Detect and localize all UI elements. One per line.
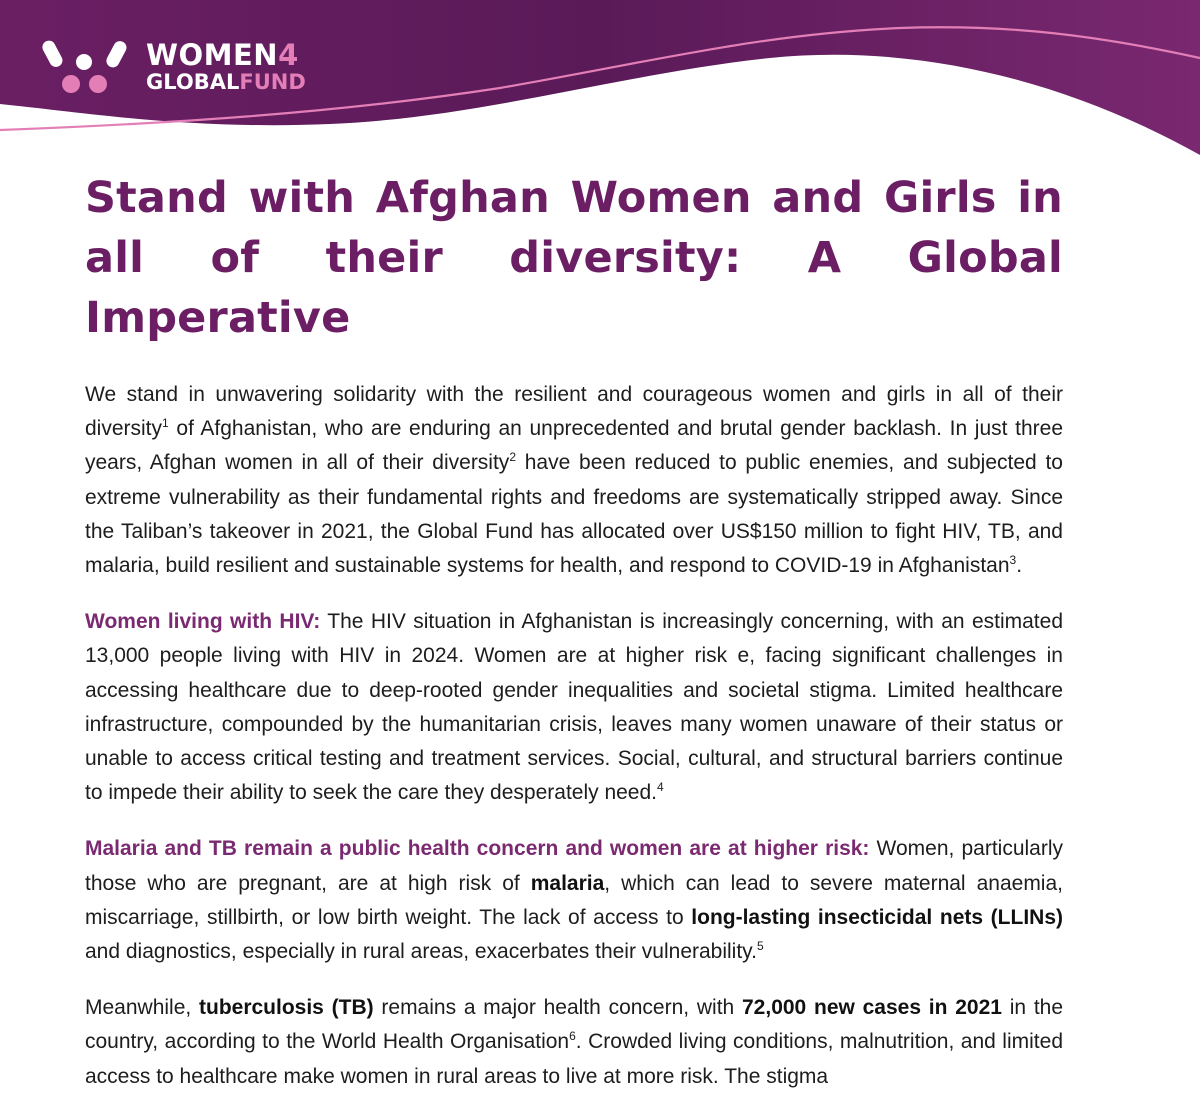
malaria-paragraph xyxy=(85,832,1063,969)
brand-word-women: WOMEN xyxy=(146,38,279,72)
footnote-ref-1: 1 xyxy=(162,416,169,431)
intro-paragraph xyxy=(85,378,1063,583)
document-body xyxy=(85,168,1063,1094)
intro-text-2: of Afghanistan, who are enduring an unprecedented and brutal gender backlash. In just three years, Afghan women in all of their diversity xyxy=(85,417,1063,475)
footnote-ref-5: 5 xyxy=(756,939,764,954)
brand-wordmark xyxy=(146,38,306,94)
tb-bold-term: tuberculosis (TB) xyxy=(199,996,374,1020)
hiv-paragraph xyxy=(85,605,1063,810)
women4globalfund-logo-icon xyxy=(40,36,136,102)
malaria-text-2: , which can lead to severe maternal anaemia, miscarriage, stillbirth, or low birth weight. The lack of access to xyxy=(85,871,1063,929)
tb-paragraph xyxy=(85,991,1063,1094)
brand-word-4: 4 xyxy=(278,38,299,72)
footnote-ref-2: 2 xyxy=(509,450,516,465)
intro-text-4: . xyxy=(1016,554,1023,578)
llins-bold-term: long-lasting insecticidal nets (LLINs) xyxy=(691,905,1064,929)
hiv-lead-heading: Women living with HIV: xyxy=(85,610,321,634)
document-title: Stand with Afghan Women and Girls in all of their diversity: A Global Imperative xyxy=(85,173,1063,343)
intro-text-1: We stand in unwavering solidarity with the resilient and courageous women and girls in all of their diversity xyxy=(85,383,1063,441)
malaria-lead-heading: Malaria and TB remain a public health concern and women are at higher risk: xyxy=(85,837,870,861)
footnote-ref-6: 6 xyxy=(569,1029,576,1044)
footnote-ref-3: 3 xyxy=(1009,553,1017,568)
tb-text-2: remains a major health concern, with xyxy=(373,996,742,1020)
malaria-text-1: Women, particularly those who are pregnant, are at high risk of xyxy=(85,837,1063,895)
brand-word-global: GLOBAL xyxy=(146,70,240,94)
hiv-text: The HIV situation in Afghanistan is increasingly concerning, with an estimated 13,000 people living with HIV in 2024. Women are at higher risk e, facing significant challenges in accessing healthcare due to deep-rooted gender inequalities and societal stigma. Limited healthcare infrastructure, compounded by the humanitarian crisis, leaves many women unaware of their status or unable to access critical testing and treatment services. Social, cultural, and structural barriers continue to impede their ability to seek the care they desperately need. xyxy=(85,610,1064,805)
tb-text-3: in the country, according to the World Health Organisation xyxy=(85,996,1064,1054)
tb-text-4: . Crowded living conditions, malnutrition, and limited access to healthcare make women in rural areas to live at more risk. The stigma xyxy=(85,1030,1063,1088)
tb-text-1: Meanwhile, xyxy=(85,996,199,1020)
intro-text-3: have been reduced to public enemies, and subjected to extreme vulnerability as their fundamental rights and freedoms are systematically stripped away. Since the Taliban’s takeover in 2021, the Global Fund has allocated over US$150 million to fight HIV, TB, and malaria, build resilient and sustainable systems for health, and respond to COVID-19 in Afghanistan xyxy=(85,451,1063,578)
malaria-text-3: and diagnostics, especially in rural areas, exacerbates their vulnerability. xyxy=(85,940,757,964)
brand-word-fund: FUND xyxy=(239,70,306,94)
brand-logo xyxy=(40,36,340,102)
tb-cases-bold: 72,000 new cases in 2021 xyxy=(742,996,1002,1020)
malaria-bold-term: malaria xyxy=(530,871,605,895)
footnote-ref-4: 4 xyxy=(657,780,664,795)
